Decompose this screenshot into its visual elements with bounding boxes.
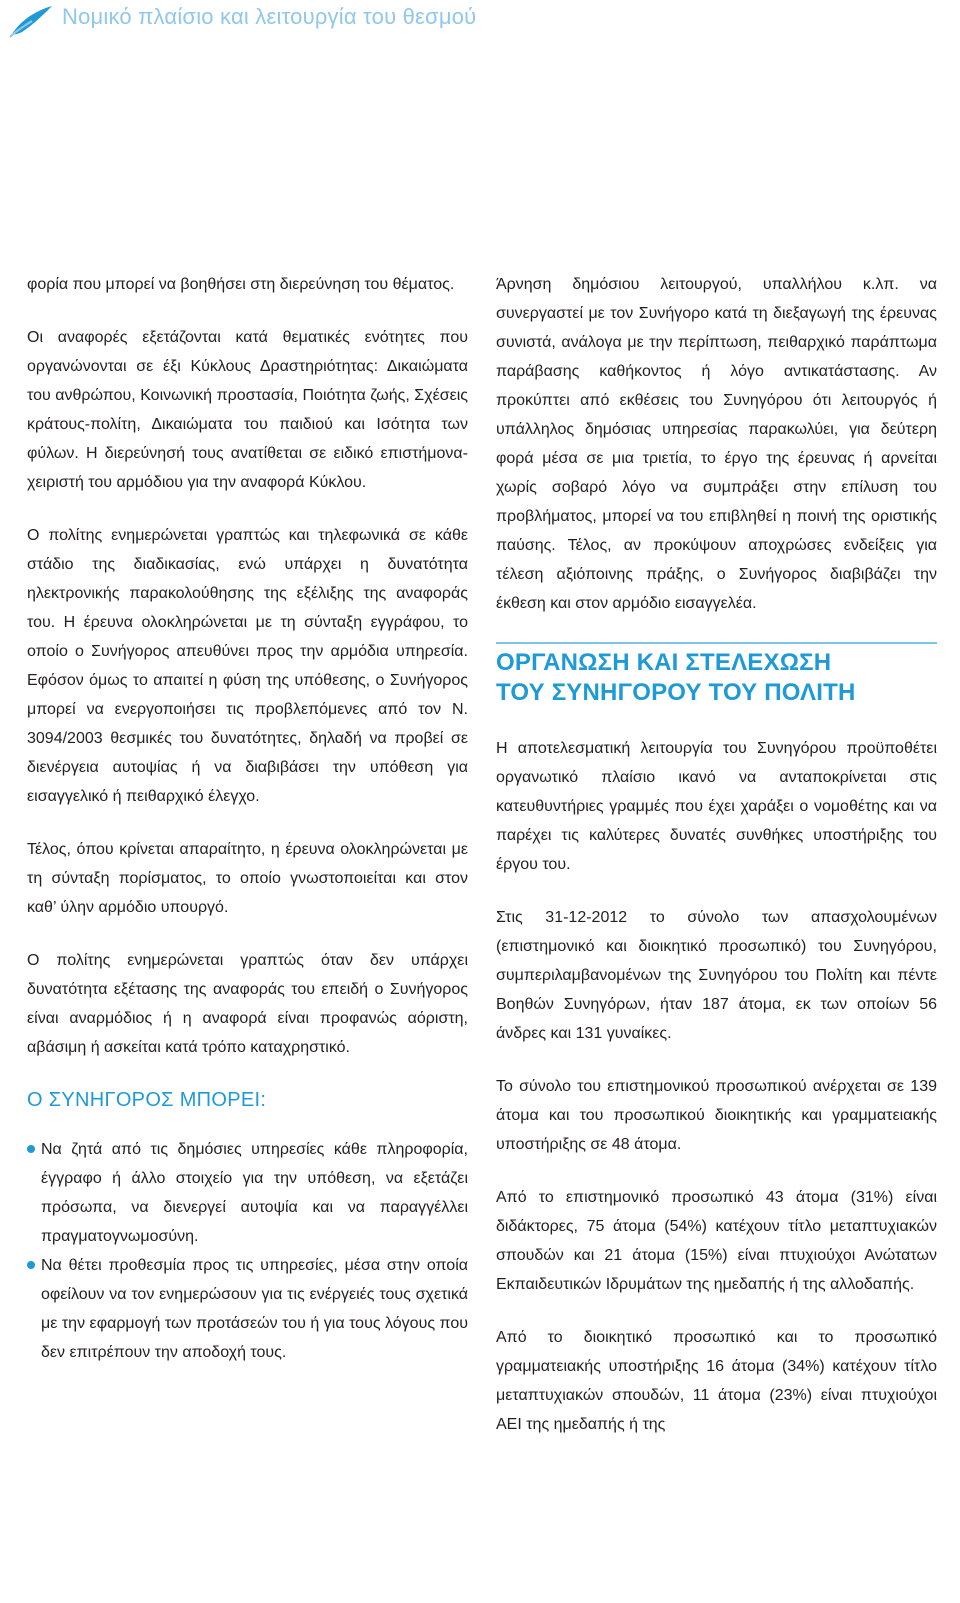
right-column (496, 270, 937, 1463)
page-header (0, 0, 960, 40)
section-divider (496, 642, 937, 644)
section-title-line: ΤΟΥ ΣΥΝΗΓΟΡΟΥ ΤΟΥ ΠΟΛΙΤΗ (496, 679, 856, 706)
paragraph: Οι αναφορές εξετάζονται κατά θεματικές ενότητες που οργανώνονται σε έξι Κύκλους Δραστηριότητας: Δικαιώματα του ανθρώπου, Κοινωνική προστασία, Ποιότητα ζωής, Σχέσεις κράτους-πολίτη, Δικαιώματα του παιδιού και Ισότητα των φύλων. Η διερεύνησή τους ανατίθεται σε ειδικό επιστήμονα-χειριστή του αρμόδιου για την αναφορά Κύκλου. (27, 329, 468, 491)
paragraph: Άρνηση δημόσιου λειτουργού, υπαλλήλου κ.λπ. να συνεργαστεί με τον Συνήγορο κατά τη διεξαγωγή της έρευνας συνιστά, ανάλογα με την περίπτωση, πειθαρχικό παράπτωμα παράβασης καθήκοντος ή λόγο αντικατάστασης. Αν προκύπτει από εκθέσεις του Συνηγόρου ότι λειτουργός ή υπάλληλος δημόσιας υπηρεσίας παρακωλύει, για δεύτερη φορά μέσα σε μια τριετία, το έργο της έρευνας ή αρνείται χωρίς σοβαρό λόγο να συμπράξει στην επίλυση του προβλήματος, μπορεί να του επιβληθεί η ποινή της οριστικής παύσης. Τέλος, αν προκύψουν αποχρώσες ενδείξεις για τέλεση αξιόποινης πράξης, ο Συνήγορος διαβιβάζει την έκθεση και στον αρμόδιο εισαγγελέα. (496, 276, 937, 612)
paragraph: Στις 31-12-2012 το σύνολο των απασχολουμένων (επιστημονικό και διοικητικό προσωπικό) του Συνηγόρου, συμπεριλαμβανομένων της Συνηγόρου του Πολίτη και πέντε Βοηθών Συνηγόρων, ήταν 187 άτομα, εκ των οποίων 56 άνδρες και 131 γυναίκες. (496, 909, 937, 1042)
paragraph: φορία που μπορεί να βοηθήσει στη διερεύνηση του θέματος. (27, 276, 455, 293)
bullet-list (27, 1135, 468, 1367)
paragraph: Ο πολίτης ενημερώνεται γραπτώς όταν δεν υπάρχει δυνατότητα εξέτασης της αναφοράς του επειδή ο Συνήγορος είναι αναρμόδιος ή η αναφορά είναι προφανώς αόριστη, αβάσιμη ή ασκείται κατά τρόπο καταχρηστικό. (27, 952, 468, 1056)
list-item-text: Να θέτει προθεσμία προς τις υπηρεσίες, μέσα στην οποία οφείλουν να τον ενημερώσουν για τις ενέργειές τους σχετικά με την εφαρμογή των προτάσεών του ή για τους λόγους που δεν επιτρέπουν την αποδοχή τους. (41, 1257, 468, 1361)
list-item-text: Να ζητά από τις δημόσιες υπηρεσίες κάθε πληροφορία, έγγραφο ή άλλο στοιχείο για την υπόθεση, να εξετάζει πρόσωπα, να διενεργεί αυτοψία και να παραγγέλλει πραγματογνωμοσύνη. (41, 1141, 468, 1245)
paragraph: Από το επιστημονικό προσωπικό 43 άτομα (31%) είναι διδάκτορες, 75 άτομα (54%) κατέχουν τίτλο μεταπτυχιακών σπουδών και 21 άτομα (15%) είναι πτυχιούχοι Ανώτατων Εκπαιδευτικών Ιδρυμάτων της ημεδαπής ή της αλλοδαπής. (496, 1189, 937, 1293)
bullet-dot-icon (27, 1145, 35, 1153)
list-item (27, 1251, 468, 1367)
feather-stroke-icon (8, 4, 54, 38)
subheading: Ο ΣΥΝΗΓΟΡΟΣ ΜΠΟΡΕΙ: (27, 1089, 267, 1111)
section-title-line: ΟΡΓΑΝΩΣΗ ΚΑΙ ΣΤΕΛΕΧΩΣΗ (496, 649, 832, 676)
paragraph: Η αποτελεσματική λειτουργία του Συνηγόρου προϋποθέτει οργανωτικό πλαίσιο ικανό να ανταποκρίνεται στις κατευθυντήριες γραμμές που έχει χαράξει ο νομοθέτης και να παρέχει τις καλύτερες δυνατές συνθήκες υποστήριξης του έργου του. (496, 740, 937, 873)
paragraph: Τέλος, όπου κρίνεται απαραίτητο, η έρευνα ολοκληρώνεται με τη σύνταξη πορίσματος, το οποίο γνωστοποιείται και στον καθ’ ύλην αρμόδιο υπουργό. (27, 841, 468, 916)
left-column (27, 270, 468, 1367)
list-item (27, 1135, 468, 1251)
paragraph: Ο πολίτης ενημερώνεται γραπτώς και τηλεφωνικά σε κάθε στάδιο της διαδικασίας, ενώ υπάρχει η δυνατότητα ηλεκτρονικής παρακολούθησης της εξέλιξης της αναφοράς του. Η έρευνα ολοκληρώνεται με τη σύνταξη εγγράφου, το οποίο ο Συνήγορος απευθύνει προς την αρμόδια υπηρεσία. Εφόσον όμως το απαιτεί η φύση της υπόθεσης, ο Συνήγορος μπορεί να ενεργοποιήσει τις προβλεπόμενες από τον Ν. 3094/2003 θεσμικές του δυνατότητες, δηλαδή να προβεί σε διενέργεια αυτοψίας ή να διαβιβάσει την υπόθεση για εισαγγελικό ή πειθαρχικό έλεγχο. (27, 527, 468, 805)
section-title (496, 648, 937, 708)
running-header-title: Νομικό πλαίσιο και λειτουργία του θεσμού (62, 4, 477, 29)
paragraph: Από το διοικητικό προσωπικό και το προσωπικό γραμματειακής υποστήριξης 16 άτομα (34%) κατέχουν τίτλο μεταπτυχιακών σπουδών, 11 άτομα (23%) είναι πτυχιούχοι ΑΕΙ της ημεδαπής ή της (496, 1329, 937, 1433)
bullet-dot-icon (27, 1261, 35, 1269)
paragraph: Το σύνολο του επιστημονικού προσωπικού ανέρχεται σε 139 άτομα και του προσωπικού διοικητικής και γραμματειακής υποστήριξης σε 48 άτομα. (496, 1078, 937, 1153)
